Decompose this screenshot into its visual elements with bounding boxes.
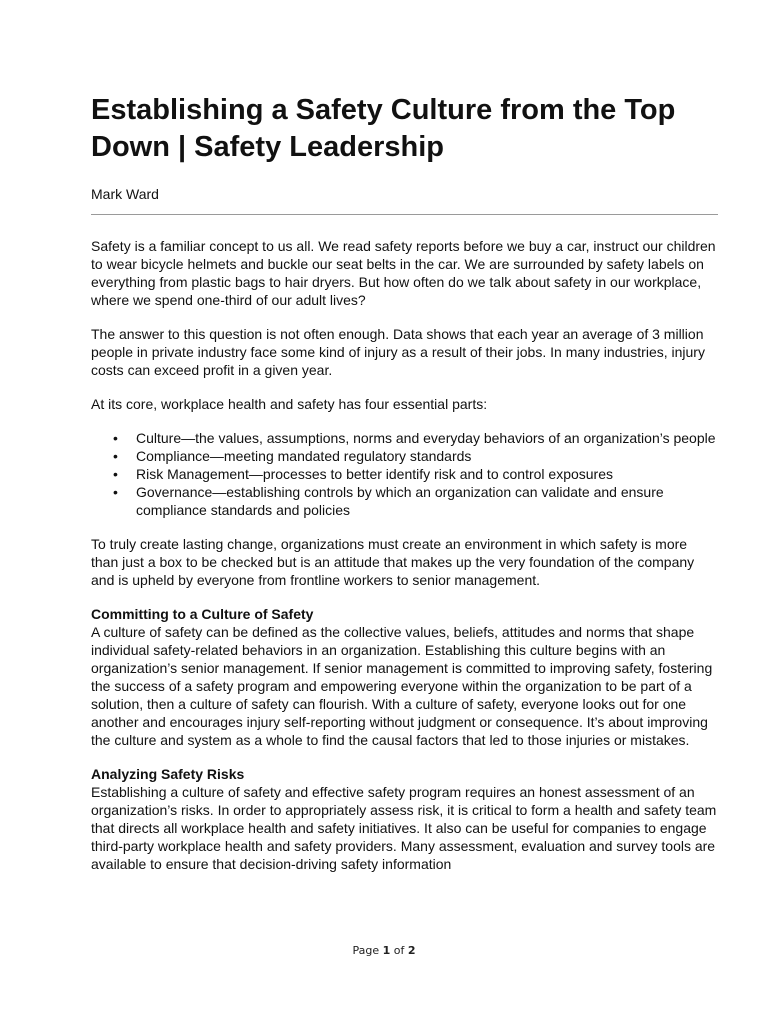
list-item-text: Compliance—meeting mandated regulatory standards bbox=[136, 448, 472, 464]
author-name: Mark Ward bbox=[91, 186, 159, 202]
page-footer bbox=[0, 944, 768, 958]
title-divider bbox=[91, 214, 718, 215]
essential-parts-list bbox=[91, 429, 718, 519]
page-of-label: of bbox=[393, 944, 405, 957]
document-title: Establishing a Safety Culture from the Top Down | Safety Leadership bbox=[91, 94, 676, 163]
body-paragraph: Safety is a familiar concept to us all. We read safety reports before we buy a car, instruct our children to wear bicycle helmets and buckle our seat belts in the car. We are surrounded by safety labels on everything from plastic bags to hair dryers. But how often do we talk about safety in our workplace, where we spend one-third of our adult lives? bbox=[91, 238, 716, 308]
page-number: 1 bbox=[382, 944, 391, 957]
list-item bbox=[91, 447, 718, 465]
page-label: Page bbox=[352, 944, 380, 957]
list-item bbox=[91, 465, 718, 483]
list-item-text: Risk Management—processes to better identify risk and to control exposures bbox=[136, 466, 614, 482]
bullet-icon: • bbox=[113, 484, 118, 500]
list-item-text: Culture—the values, assumptions, norms and everyday behaviors of an organization’s people bbox=[136, 430, 716, 446]
section-body: A culture of safety can be defined as the collective values, beliefs, attitudes and norms that shape individual safety-related behaviors in an organization. Establishing this culture begins with an organization’s senior management. If senior management is committed to improving safety, fostering the success of a safety program and empowering everyone within the organization to be part of a solution, then a culture of safety can flourish. With a culture of safety, everyone looks out for one another and encourages injury self-reporting without judgment or consequence. It’s about improving the culture and system as a whole to find the causal factors that led to those injuries or mistakes. bbox=[91, 624, 713, 748]
body-paragraph: The answer to this question is not often enough. Data shows that each year an average of 3 million people in private industry face some kind of injury as a result of their jobs. In many industries, injury costs can exceed profit in a given year. bbox=[91, 326, 705, 378]
list-item-text: Governance—establishing controls by which an organization can validate and ensure compliance standards and policies bbox=[136, 484, 664, 518]
section-heading: Analyzing Safety Risks bbox=[91, 766, 245, 782]
list-item bbox=[91, 483, 718, 519]
bullet-icon: • bbox=[113, 430, 118, 446]
document-page bbox=[91, 92, 718, 873]
bullet-icon: • bbox=[113, 466, 118, 482]
page-total: 2 bbox=[407, 944, 416, 957]
body-paragraph: At its core, workplace health and safety has four essential parts: bbox=[91, 396, 488, 412]
section-body: Establishing a culture of safety and effective safety program requires an honest assessment of an organization’s risks. In order to appropriately assess risk, it is critical to form a health and safety team that directs all workplace health and safety initiatives. It also can be useful for companies to engage third-party workplace health and safety providers. Many assessment, evaluation and survey tools are available to ensure that decision-driving safety information bbox=[91, 784, 717, 872]
bullet-icon: • bbox=[113, 448, 118, 464]
list-item bbox=[91, 429, 718, 447]
section-heading: Committing to a Culture of Safety bbox=[91, 606, 314, 622]
body-paragraph: To truly create lasting change, organizations must create an environment in which safety is more than just a box to be checked but is an attitude that makes up the very foundation of the company and is upheld by everyone from frontline workers to senior management. bbox=[91, 536, 695, 588]
